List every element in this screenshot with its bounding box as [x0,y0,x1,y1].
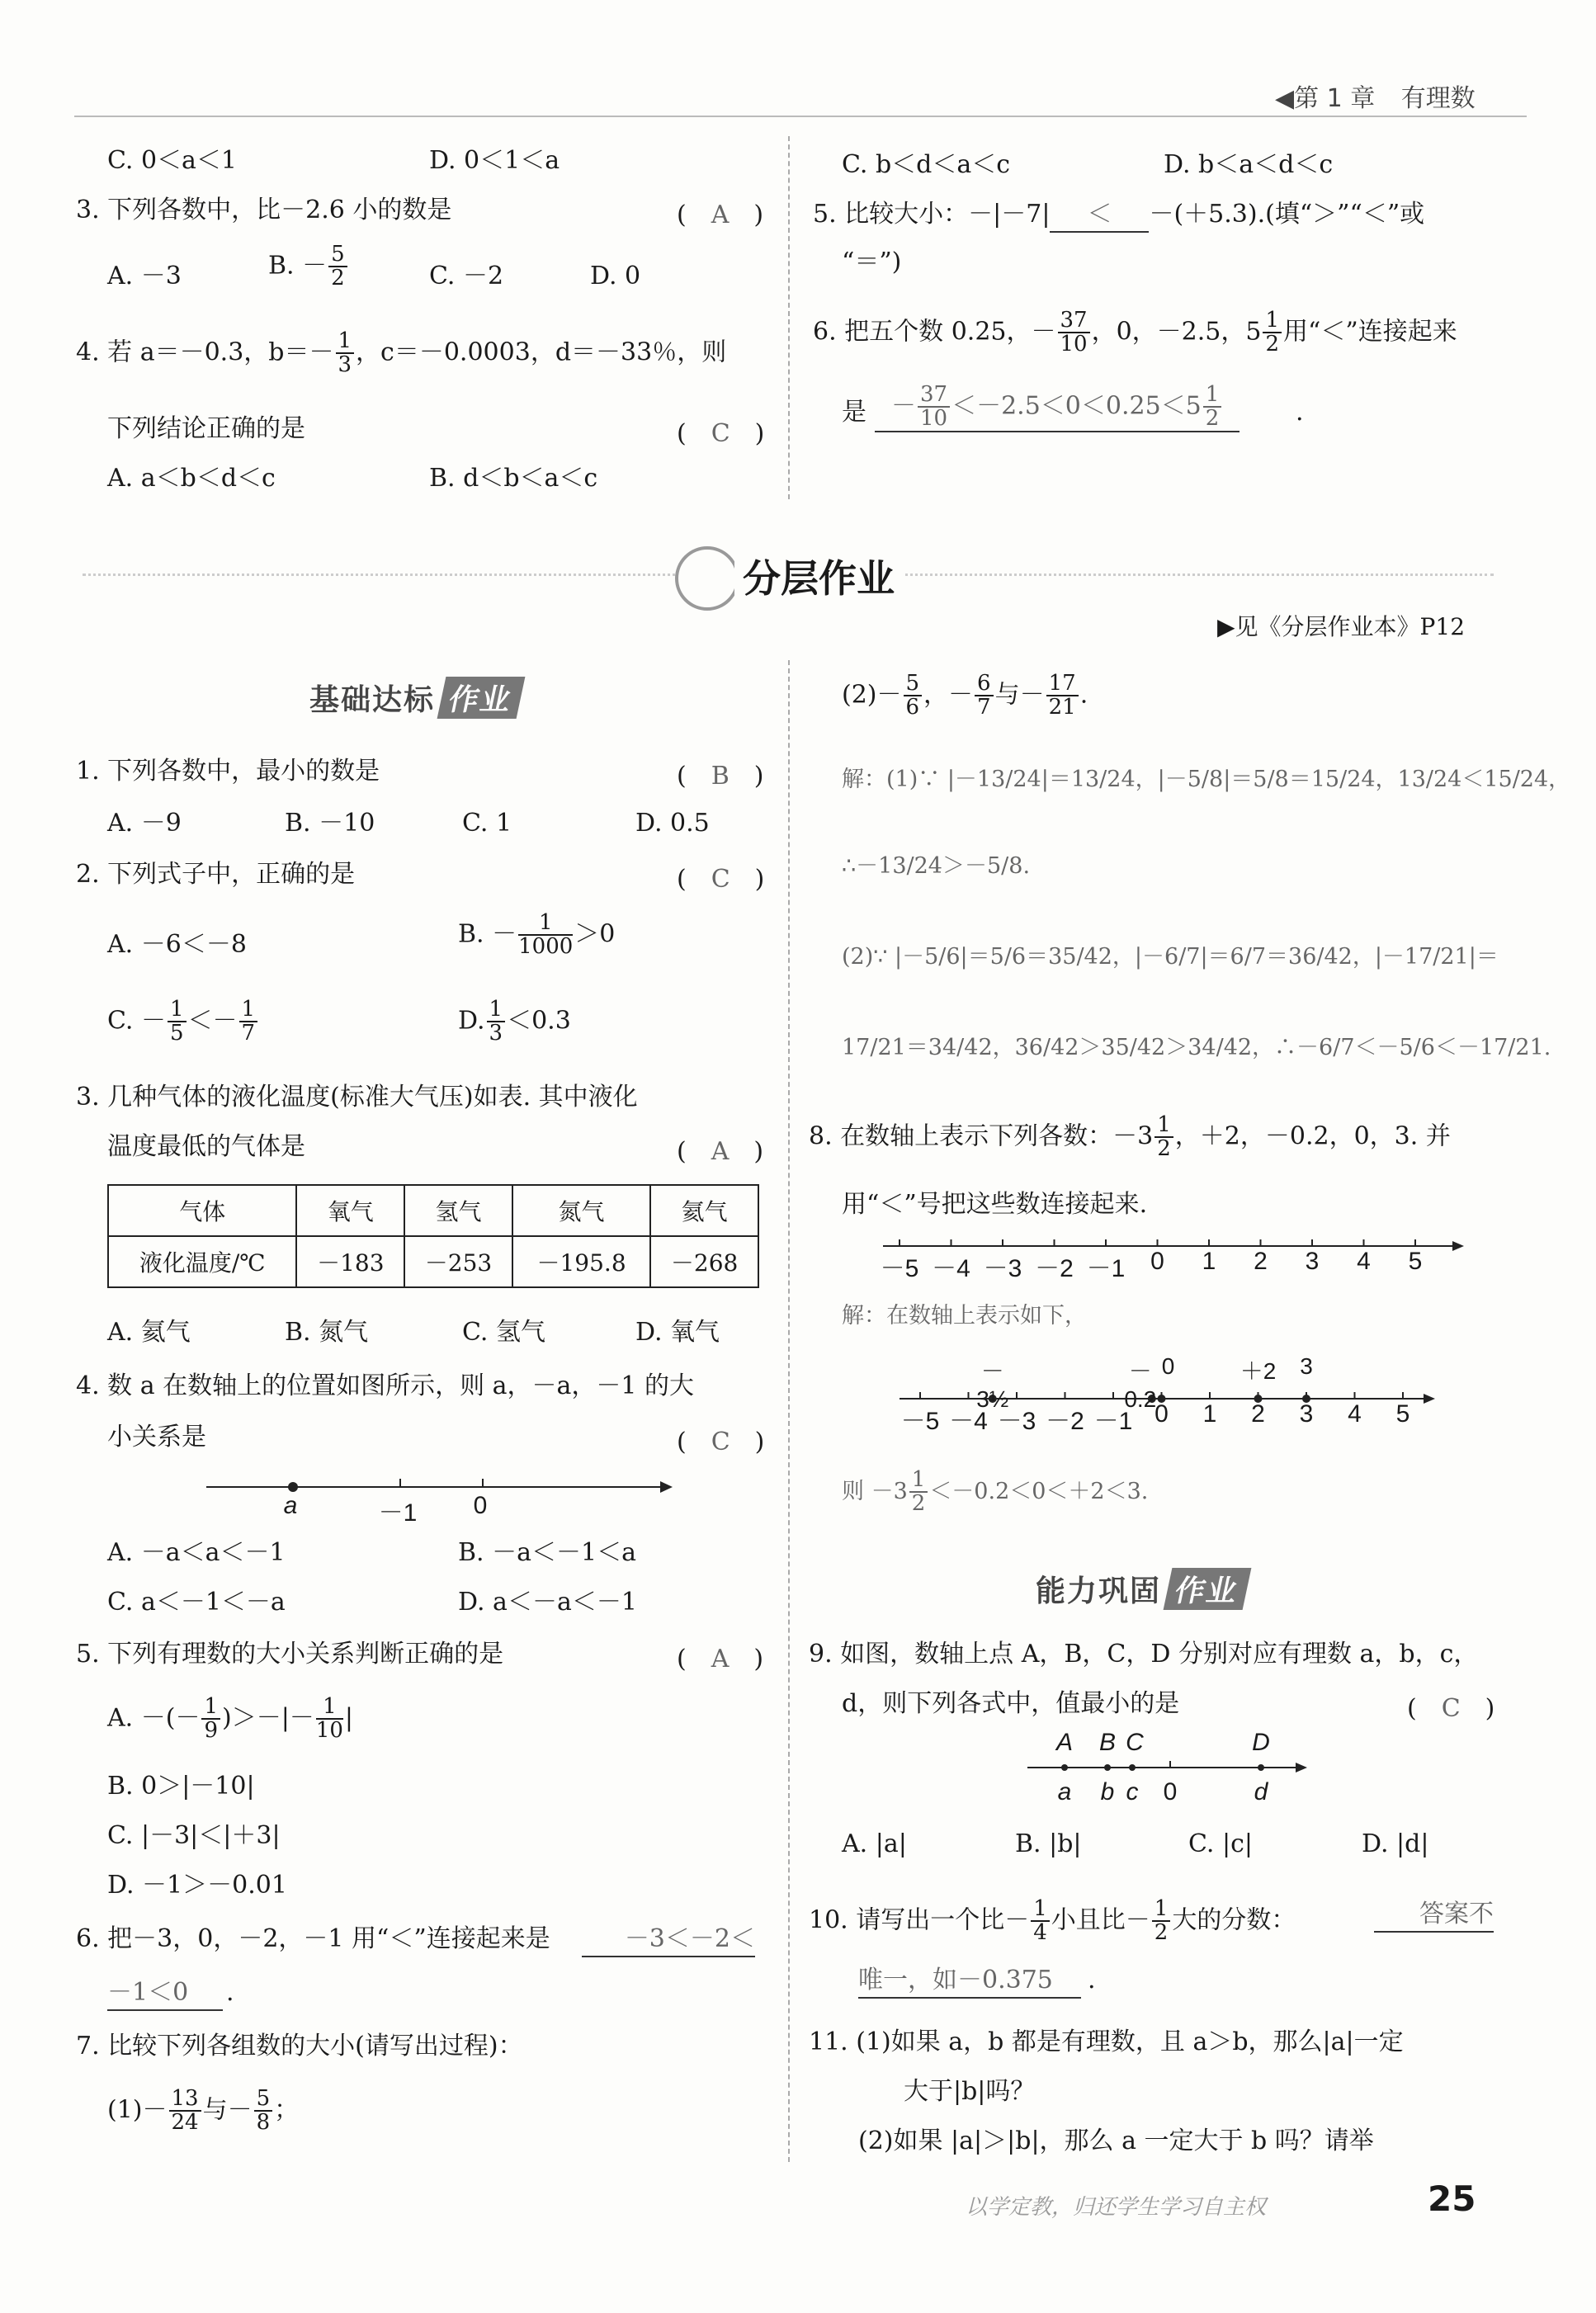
r-q10-pre: 10. 请写出一个比－ [809,1905,1030,1935]
r-q9-opt-c: C. |c| [1188,1829,1253,1858]
l-q2-bracket: ( C ) [677,865,765,894]
r-q9-answer: C [1441,1694,1461,1723]
r-q10-end: . [1088,1966,1096,1994]
denominator: 2 [911,1491,926,1517]
r-q7p2-m2: 与－ [994,680,1045,710]
numerator: 1 [1152,1898,1171,1922]
fraction [328,243,347,290]
l-q3-opt-a: A. 氦气 [107,1318,191,1347]
l-q2-opt-c [107,998,259,1046]
tick-label: 5 [1408,1248,1423,1275]
q5-answer: ＜ [1050,198,1149,233]
l-q4-answer: C [711,1428,730,1456]
numerator: 5 [328,243,347,267]
l-q2-answer: C [711,865,730,894]
tick-label: －3 [983,1255,1022,1282]
chapter-label [1275,83,1476,116]
r-q7p2-end: . [1079,680,1088,710]
tick-label: 4 [1357,1248,1371,1275]
q6-stem-c: 用“＜”连接起来 [1283,317,1457,347]
q3-opt-b-label: B. － [268,251,328,281]
table-row [108,1185,758,1236]
table-cell: －183 [296,1236,404,1287]
denominator: 7 [977,695,991,720]
numerator: 1 [1031,1898,1050,1922]
l-q5-opt-d: D. －1＞－0.01 [107,1871,287,1900]
l-q3-bracket: ( A ) [677,1137,764,1166]
point-a [288,1482,298,1492]
l-q7-part1 [107,2088,299,2135]
table-cell: 氦气 [650,1185,758,1236]
r-sol2-line2: 17/21＝34/42，36/42＞35/42＞34/42，∴－6/7＜－5/6＜－17/21. [842,1035,1551,1060]
r-q9-opt-b: B. |b| [1015,1829,1082,1858]
r-q9-opt-a: A. |a| [842,1829,907,1858]
r-q7-part2 [842,673,1088,720]
fraction [201,1696,220,1743]
tick-label: 0 [1155,1400,1169,1428]
l-q4-stem: 4. 数 a 在数轴上的位置如图所示，则 a，－a，－1 的大 [76,1371,695,1400]
numerator: 6 [975,673,994,696]
l-q4-opt-a: A. －a＜a＜－1 [107,1538,286,1567]
q3-opt-d: D. 0 [590,262,641,290]
q9-point-B: B [1098,1729,1116,1756]
r-sol2-line1: (2)∵ |－5/6|＝5/6＝35/42，|－6/7|＝6/7＝36/42，|－17/21|＝ [842,944,1499,970]
r-q9-stem2: d，则下列各式中，值最小的是 [842,1689,1180,1718]
solution-mark-label: －3½ [976,1358,1009,1412]
l-q5-opt-a-end: | [344,1703,354,1733]
q9-val-b: b [1100,1778,1115,1806]
r-q11-part2: (2)如果 |a|＞|b|，那么 a 一定大于 b 吗？请举 [858,2127,1374,2155]
l-q3-stem: 3. 几种气体的液化温度(标准大气压)如表. 其中液化 [76,1083,638,1112]
l-q5-opt-c: C. |－3|＜|＋3| [107,1821,281,1850]
page-number: 25 [1428,2178,1476,2219]
r-q10-answer-1: 答案不 [1374,1898,1494,1933]
q8-marks [895,1353,1440,1412]
q6-stem-b: ，0，－2.5，5 [1091,317,1262,347]
l-q7-p1-mid: 与－ [202,2095,253,2125]
q3-opt-a: A. －3 [107,262,182,290]
l-q4-opt-b: B. －a＜－1＜a [458,1538,636,1567]
badge-basic [309,677,521,719]
denominator: 24 [171,2110,199,2136]
numerator: 1 [1263,309,1282,333]
fraction [1263,309,1282,356]
r-q10-post: 大的分数： [1172,1905,1296,1935]
badge-basic-label: 基础达标 [309,683,436,717]
numerator: 1 [1203,384,1222,408]
gas-table [107,1184,759,1288]
numerator: 1 [201,1696,220,1720]
numerator: 1 [239,998,258,1022]
q4-stem2: 下列结论正确的是 [107,414,305,443]
footer-slogan: 以学定教，归还学生学习自主权 [966,2195,1267,2220]
denominator: 1000 [518,934,574,960]
tick-label: －3 [997,1408,1036,1435]
l-q5-opt-a-pre: A. －(－ [107,1703,201,1733]
l-q5-answer: A [711,1645,730,1673]
r-q8-stem-a: 8. 在数轴上表示下列各数：－3 [809,1121,1154,1151]
l-q5-bracket: ( A ) [677,1645,764,1673]
l-q2-opt-d-pre: D. [458,1006,485,1036]
tick-label: －2 [1035,1255,1074,1282]
table-cell: －268 [650,1236,758,1287]
numerator: 37 [1058,309,1090,333]
l-q1-stem: 1. 下列各数中，最小的数是 [76,757,380,786]
denominator: 8 [256,2110,271,2136]
q3-answer-bracket: ( A ) [677,201,764,229]
denominator: 2 [1157,1136,1171,1162]
l-q2-opt-a: A. －6＜－8 [107,930,247,959]
q9-point-C: C [1126,1729,1144,1756]
table-row [108,1236,758,1287]
l-q6-end: . [226,1978,234,2007]
numerator: 17 [1046,673,1079,696]
l-q2-opt-d [458,998,571,1046]
l-q1-opt-d: D. 0.5 [635,809,710,838]
q4-stem-a: 4. 若 a＝－0.3，b＝－ [76,338,334,367]
badge-ability [1036,1568,1247,1610]
r-q8-conclusion [842,1469,1148,1516]
q5-stem-b: －(＋5.3).(填“＞”“＜”或 [1149,200,1425,229]
l-q3-opt-c: C. 氢气 [462,1318,545,1347]
l-q2-stem: 2. 下列式子中，正确的是 [76,860,356,889]
q9-val-d: d [1254,1778,1268,1806]
denominator: 2 [331,266,345,291]
l-q5-opt-b: B. 0＞|－10| [107,1772,255,1801]
r-q7p2-m1: ，－ [923,680,974,710]
numerator: 13 [169,2088,201,2112]
table-cell: 氢气 [404,1185,512,1236]
fraction [909,1469,928,1516]
denominator: 2 [1265,332,1280,357]
tick-label: 5 [1395,1400,1410,1428]
section-ref: ▶见《分层作业本》P12 [1217,613,1466,640]
r-q7p2-pre: (2)－ [842,680,902,710]
denominator: 7 [241,1021,256,1046]
fraction [904,673,923,720]
l-q3-answer: A [711,1137,730,1166]
numerator: 1 [487,998,506,1022]
denominator: 10 [315,1718,343,1744]
q9-val-a: a [1057,1778,1072,1806]
tick-label: 4 [1348,1400,1362,1428]
numerator: 1 [316,1696,343,1720]
tick-label: 1 [1202,1400,1217,1428]
q4-stem [76,330,726,377]
numerator: 5 [254,2088,273,2112]
l-q5-opt-a-mid: )＞－|－ [222,1703,314,1733]
l-q2-opt-b-post: ＞0 [574,919,616,949]
q3-answer: A [711,201,730,229]
tick-label: 0 [1150,1248,1164,1275]
l-q4-opt-d: D. a＜－a＜－1 [458,1588,637,1617]
numerator: 1 [909,1469,928,1493]
q5-stem-a: 5. 比较大小：－|－7| [813,200,1051,229]
numerator: 5 [904,673,923,696]
q4-label-0: 0 [473,1492,488,1519]
fraction [975,673,994,720]
fraction [1203,384,1222,431]
r-q9-bracket: ( C ) [1407,1694,1495,1723]
l-q4-opt-c: C. a＜－1＜－a [107,1588,286,1617]
fraction [1152,1898,1171,1945]
point-c [1129,1764,1136,1771]
r-q11-part1b: 大于|b|吗？ [904,2077,1036,2106]
q4-label-neg1: －1 [378,1499,418,1527]
q6-stem [813,309,1457,356]
header-rule [74,116,1527,117]
q9-point-A: A [1055,1729,1073,1756]
point-d [1258,1764,1264,1771]
denominator: 10 [1060,332,1088,357]
arrow-icon [660,1481,673,1493]
fraction [316,1696,343,1743]
q4-opt-b: B. d＜b＜a＜c [429,464,598,493]
q6-stem-a: 6. 把五个数 0.25，－ [813,317,1056,347]
denominator: 3 [338,352,352,378]
l-q7-p1-pre: (1)－ [107,2095,168,2125]
fraction [168,998,187,1046]
denominator: 2 [1205,406,1220,432]
denominator: 4 [1033,1920,1047,1946]
q2-opt-c: C. 0＜a＜1 [107,146,238,175]
numerator: 1 [518,912,573,936]
q3-opt-c: C. －2 [429,262,504,290]
q4-label-a: a [283,1492,298,1519]
l-q5-stem: 5. 下列有理数的大小关系判断正确的是 [76,1640,504,1669]
chapter-title: 有理数 [1400,84,1476,113]
r-q11-part1: 11. (1)如果 a，b 都是有理数，且 a＞b，那么|a|一定 [809,2027,1404,2056]
tick-label: －4 [949,1408,988,1435]
column-divider-main [788,660,790,2162]
table-cell: 液化温度/℃ [108,1236,296,1287]
l-q4-stem2: 小关系是 [107,1423,206,1452]
l-q3-opt-b: B. 氮气 [285,1318,369,1347]
denominator: 6 [905,695,920,720]
numerator: 37 [918,384,950,408]
point-a [1061,1764,1068,1771]
tick-label: 2 [1251,1400,1265,1428]
l-q6-stem: 6. 把－3，0，－2，－1 用“＜”连接起来是 [76,1924,550,1953]
fraction [487,998,506,1046]
solution-mark-label: 0 [1161,1353,1175,1379]
r-q8-stem2: 用“＜”号把这些数连接起来. [842,1190,1148,1219]
l-q6-answer-2: －1＜0 [107,1976,223,2011]
denominator: 5 [169,1021,184,1046]
denominator: 9 [204,1718,218,1744]
tick-label: －1 [1093,1408,1133,1435]
q9-point-D: D [1252,1729,1270,1756]
denominator: 3 [489,1021,503,1046]
column-divider-top [788,136,790,499]
q4-opt-a: A. a＜b＜d＜c [107,464,276,493]
r-q8-solution: 解：在数轴上表示如下， [842,1303,1087,1329]
l-q6-answer-1: －3＜－2＜ [582,1923,755,1957]
q3-stem: 3. 下列各数中，比－2.6 小的数是 [76,196,452,224]
q2-opt-d: D. 0＜1＜a [429,146,560,175]
numerator: 1 [168,998,187,1022]
q6-answer-b: ＜－2.5＜0＜0.25＜5 [951,391,1202,421]
q4-stem-b: ，c＝－0.0003，d＝－33％，则 [356,338,727,367]
r-q8-stem-b: ，＋2，－0.2，0，3. 并 [1174,1121,1451,1151]
tick-label: －1 [1086,1255,1126,1282]
tick-label: 2 [1254,1248,1268,1275]
r-sol1-line1: 解：(1)∵ |－13/24|＝13/24，|－5/8|＝5/8＝15/24，13/24＜15/24， [842,767,1571,792]
fraction [336,330,355,377]
badge-tag: 作业 [437,677,526,719]
q6-answer [875,384,1239,432]
denominator: 10 [920,406,948,432]
l-q2-opt-c-mid: ＜－ [187,1006,238,1036]
l-q2-opt-b-pre: B. － [458,919,517,949]
l-q1-opt-b: B. －10 [285,809,375,838]
l-q1-bracket: ( B ) [677,762,764,791]
fraction [1155,1114,1173,1161]
r-q10-stem [809,1898,1296,1945]
fraction [169,2088,201,2135]
l-q1-opt-c: C. 1 [462,809,512,838]
q5-stem [813,198,1424,233]
r-sol1-line2: ∴－13/24＞－5/8. [842,853,1031,879]
r-q8-concl-pre: 则 －3 [842,1478,908,1504]
l-q3-stem2: 温度最低的气体是 [107,1132,305,1161]
solution-mark-label: －0.2 [1124,1358,1157,1412]
q6-answer-a: － [891,391,916,421]
q6-end: . [1296,398,1304,427]
tick-label: －5 [880,1255,919,1282]
tick-label: －2 [1046,1408,1084,1435]
tick-label: 3 [1299,1400,1314,1428]
fraction [918,384,950,431]
l-q7-p1-end: ； [274,2095,300,2125]
badge-ability-label: 能力巩固 [1036,1574,1162,1608]
l-q2-opt-b [458,912,615,959]
r-q8-concl-post: ＜－0.2＜0＜＋2＜3. [929,1478,1149,1504]
table-cell: －195.8 [512,1236,650,1287]
l-q4-bracket: ( C ) [677,1428,765,1456]
l-q2-opt-c-pre: C. － [107,1006,166,1036]
numerator: 1 [1155,1114,1173,1138]
denominator: 2 [1154,1920,1169,1946]
q4-answer: C [711,419,730,448]
q5-stem2: “＝”) [842,248,902,276]
table-cell: 氧气 [296,1185,404,1236]
tr-opt-c: C. b＜d＜a＜c [842,150,1011,179]
q8-tick-labels [875,1248,1469,1281]
table-cell: －253 [404,1236,512,1287]
fraction [1046,673,1079,720]
q6-stem2: 是 [842,398,866,427]
q4-answer-bracket: ( C ) [677,419,765,448]
l-q7-stem: 7. 比较下列各组数的大小(请写出过程)： [76,2032,523,2060]
solution-mark-label: ＋2 [1239,1358,1277,1384]
q9-val-0: 0 [1163,1778,1178,1806]
l-q2-opt-d-post: ＜0.3 [507,1006,571,1036]
q3-opt-b [268,243,349,290]
r-q9-stem: 9. 如图，数轴上点 A，B，C，D 分别对应有理数 a，b，c， [809,1640,1479,1669]
fraction [1058,309,1090,356]
l-q1-opt-a: A. －9 [107,809,182,838]
tick-label: 3 [1305,1248,1320,1275]
fraction [518,912,573,959]
fraction [239,998,258,1046]
numerator: 1 [336,330,355,354]
table-cell: 氮气 [512,1185,650,1236]
tick-label: －5 [900,1408,940,1435]
point-b [1104,1764,1111,1771]
l-q1-answer: B [711,762,730,791]
r-q8-stem [809,1114,1451,1161]
tick-label: －4 [932,1255,970,1282]
l-q3-opt-d: D. 氧气 [635,1318,720,1347]
q9-val-c: c [1126,1778,1139,1806]
r-q10-answer-2: 唯一，如－0.375 [858,1964,1081,1999]
badge-tag: 作业 [1164,1568,1252,1610]
tr-opt-d: D. b＜a＜d＜c [1164,150,1334,179]
fraction [254,2088,273,2135]
chapter-number: ◀第 1 章 [1275,84,1376,113]
table-cell: 气体 [108,1185,296,1236]
r-q10-mid: 小且比－ [1051,1905,1150,1935]
tick-label: 1 [1202,1248,1216,1275]
solution-mark-label: 3 [1300,1353,1313,1379]
section-title: 分层作业 [734,549,903,603]
fraction [1031,1898,1050,1945]
l-q5-opt-a [107,1696,353,1743]
denominator: 21 [1048,695,1076,720]
r-q9-opt-d: D. |d| [1362,1829,1429,1858]
section-circle-icon [675,546,739,611]
arrow-icon [1296,1763,1307,1773]
